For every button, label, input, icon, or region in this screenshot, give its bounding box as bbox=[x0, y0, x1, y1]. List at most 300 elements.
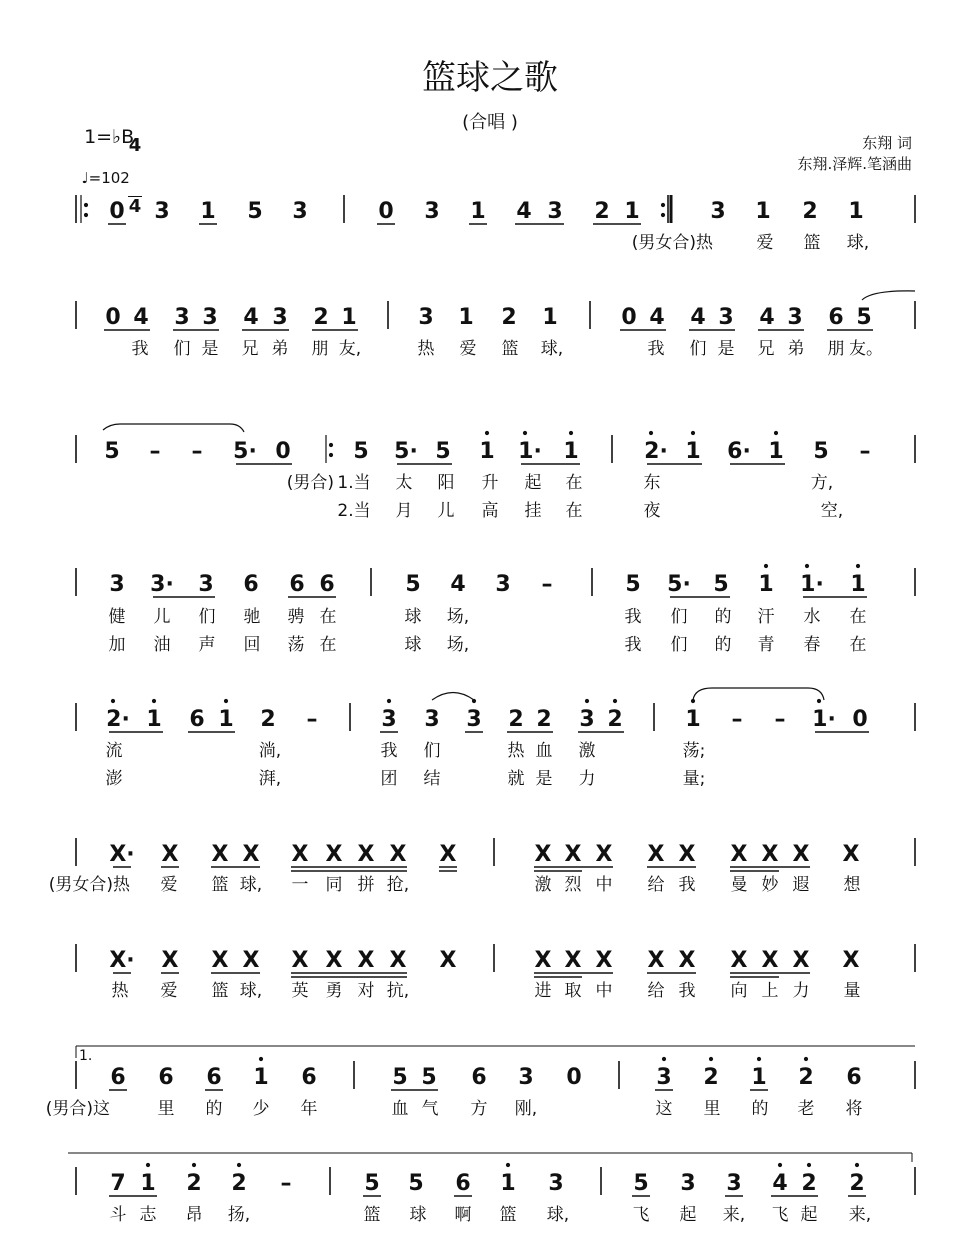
jianpu-note: – bbox=[541, 572, 553, 597]
lyric: 荡; bbox=[682, 741, 706, 761]
jianpu-note: – bbox=[731, 707, 743, 732]
lyric: 是 bbox=[535, 769, 553, 789]
jianpu-note: 0 bbox=[109, 199, 125, 224]
lyric: 驰 bbox=[243, 607, 261, 627]
lyric: 球, bbox=[540, 339, 564, 359]
jianpu-note: 1 bbox=[685, 439, 701, 464]
octave-dot bbox=[192, 1163, 196, 1167]
jianpu-note: 5· bbox=[394, 439, 418, 464]
lyric: 这 bbox=[655, 1099, 673, 1119]
jianpu-note: 4 bbox=[649, 305, 665, 330]
jianpu-note: 3 bbox=[418, 305, 434, 330]
jianpu-note: 6 bbox=[110, 1065, 126, 1090]
lyric: 回 bbox=[243, 635, 261, 655]
jianpu-note: 2 bbox=[508, 707, 524, 732]
lyric: 的 bbox=[751, 1099, 769, 1119]
jianpu-note: 6 bbox=[319, 572, 335, 597]
lyric: 起 bbox=[524, 473, 542, 493]
octave-dot bbox=[649, 431, 653, 435]
tempo-value: =102 bbox=[88, 169, 130, 187]
lyric: 上 bbox=[761, 981, 779, 1001]
jianpu-note: – bbox=[859, 439, 871, 464]
lyric: 们 bbox=[198, 607, 216, 627]
lyric: 荡 bbox=[287, 635, 305, 655]
jianpu-note: 3 bbox=[424, 707, 440, 732]
jianpu-note: 3 bbox=[272, 305, 288, 330]
lyric: 对 bbox=[357, 981, 375, 1001]
jianpu-note: X bbox=[389, 842, 407, 867]
jianpu-note: 2 bbox=[260, 707, 276, 732]
lyric: 里 bbox=[157, 1099, 175, 1119]
jianpu-note: 5 bbox=[247, 199, 263, 224]
jianpu-note: 3 bbox=[518, 1065, 534, 1090]
lyric: 友, bbox=[338, 339, 362, 359]
lyric: 湃, bbox=[258, 769, 282, 789]
jianpu-note: 4 bbox=[133, 305, 149, 330]
jianpu-note: 6 bbox=[189, 707, 205, 732]
jianpu-note: 5 bbox=[421, 1065, 437, 1090]
lyric: 阳 bbox=[437, 473, 455, 493]
jianpu-note: 3 bbox=[381, 707, 397, 732]
lyric: 飞 bbox=[632, 1205, 650, 1225]
jianpu-note: 4 bbox=[243, 305, 259, 330]
lyric: 兄 bbox=[757, 339, 775, 359]
lyric: 老 bbox=[797, 1099, 815, 1119]
jianpu-note: 1· bbox=[800, 572, 824, 597]
jianpu-note: X bbox=[357, 948, 375, 973]
jianpu-note: 3 bbox=[680, 1171, 696, 1196]
octave-dot bbox=[817, 699, 821, 703]
lyric: 在 bbox=[849, 635, 867, 655]
lyric: 月 bbox=[395, 501, 413, 521]
lyric: 力 bbox=[792, 981, 810, 1001]
jianpu-note: 2 bbox=[849, 1171, 865, 1196]
jianpu-note: 1 bbox=[563, 439, 579, 464]
jianpu-note: X bbox=[792, 842, 810, 867]
jianpu-note: X bbox=[291, 948, 309, 973]
lyric: 春 bbox=[803, 635, 821, 655]
octave-dot bbox=[774, 431, 778, 435]
lyric: 1.当 bbox=[337, 473, 371, 493]
lyric: 给 bbox=[647, 875, 665, 895]
lyric: 球, bbox=[546, 1205, 570, 1225]
jianpu-note: 1· bbox=[812, 707, 836, 732]
lyric: 我 bbox=[131, 339, 149, 359]
lyric: 爱 bbox=[160, 981, 178, 1001]
lyric: 们 bbox=[689, 339, 707, 359]
lyric: 妙 bbox=[761, 875, 779, 895]
tie-curve bbox=[103, 424, 244, 432]
octave-dot bbox=[691, 431, 695, 435]
jianpu-note: 5 bbox=[633, 1171, 649, 1196]
lyric: 篮 bbox=[501, 339, 519, 359]
jianpu-note: 6 bbox=[471, 1065, 487, 1090]
lyric: 血 bbox=[535, 741, 553, 761]
lyric: 的 bbox=[205, 1099, 223, 1119]
jianpu-note: 6 bbox=[158, 1065, 174, 1090]
jianpu-note: 3 bbox=[710, 199, 726, 224]
lyric: 淌, bbox=[258, 741, 282, 761]
lyric: 球, bbox=[239, 981, 263, 1001]
quarter-note-icon: ♩ bbox=[81, 169, 89, 187]
lyric: 澎 bbox=[105, 769, 123, 789]
lyric: 在 bbox=[319, 635, 337, 655]
lyric: 我 bbox=[624, 607, 642, 627]
lyric: 起 bbox=[679, 1205, 697, 1225]
jianpu-note: X bbox=[564, 948, 582, 973]
jianpu-note: 3 bbox=[547, 199, 563, 224]
lyric: 结 bbox=[423, 769, 441, 789]
lyric: 场, bbox=[446, 607, 470, 627]
lyric: 球 bbox=[409, 1205, 427, 1225]
lyric: 一 bbox=[291, 875, 309, 895]
lyric: 夜 bbox=[643, 501, 661, 521]
lyricist-credit: 东翔 词 bbox=[862, 134, 912, 152]
jianpu-note: 3 bbox=[579, 707, 595, 732]
lyric: 血 bbox=[391, 1099, 409, 1119]
lyric: 健 bbox=[108, 607, 126, 627]
lyric: 在 bbox=[565, 501, 583, 521]
jianpu-note: 1 bbox=[458, 305, 474, 330]
jianpu-note: 2· bbox=[106, 707, 130, 732]
octave-dot bbox=[506, 1163, 510, 1167]
jianpu-note: X bbox=[842, 842, 860, 867]
jianpu-note: 6 bbox=[846, 1065, 862, 1090]
lyric: 拼 bbox=[357, 875, 375, 895]
lyric: 斗 bbox=[109, 1205, 127, 1225]
jianpu-note: X bbox=[842, 948, 860, 973]
jianpu-note: X bbox=[534, 842, 552, 867]
tie-curve bbox=[862, 291, 915, 300]
lyric: 爱 bbox=[459, 339, 477, 359]
lyric: 向 bbox=[730, 981, 748, 1001]
octave-dot bbox=[856, 564, 860, 568]
lyric: 们 bbox=[670, 607, 688, 627]
jianpu-note: X· bbox=[109, 842, 135, 867]
jianpu-note: 1 bbox=[751, 1065, 767, 1090]
lyric: 是 bbox=[717, 339, 735, 359]
jianpu-note: 1 bbox=[253, 1065, 269, 1090]
lyric: 我 bbox=[678, 875, 696, 895]
lyric: 球 bbox=[404, 635, 422, 655]
lyric: 球, bbox=[846, 233, 870, 253]
jianpu-note: X bbox=[678, 948, 696, 973]
lyric: 们 bbox=[423, 741, 441, 761]
lyric: 量; bbox=[682, 769, 706, 789]
jianpu-note: X bbox=[439, 842, 457, 867]
key-text: 1=♭B bbox=[84, 126, 135, 148]
jianpu-note: 5 bbox=[625, 572, 641, 597]
jianpu-note: X bbox=[647, 842, 665, 867]
jianpu-note: 0 bbox=[621, 305, 637, 330]
jianpu-note: X bbox=[761, 842, 779, 867]
lyric: 遐 bbox=[792, 875, 810, 895]
jianpu-note: 1 bbox=[146, 707, 162, 732]
jianpu-note: X bbox=[678, 842, 696, 867]
jianpu-note: X bbox=[242, 948, 260, 973]
lyric: 篮 bbox=[363, 1205, 381, 1225]
jianpu-note: 1 bbox=[542, 305, 558, 330]
lyric: 英 bbox=[291, 981, 309, 1001]
jianpu-note: 1· bbox=[518, 439, 542, 464]
lyric: 篮 bbox=[211, 981, 229, 1001]
octave-dot bbox=[805, 564, 809, 568]
octave-dot bbox=[111, 699, 115, 703]
jianpu-note: 2· bbox=[644, 439, 668, 464]
jianpu-note: 4 bbox=[516, 199, 532, 224]
lyric: 油 bbox=[153, 635, 171, 655]
jianpu-note: X bbox=[647, 948, 665, 973]
jianpu-note: 3 bbox=[656, 1065, 672, 1090]
jianpu-note: 2 bbox=[802, 199, 818, 224]
jianpu-note: – bbox=[306, 707, 318, 732]
lyric: 方 bbox=[470, 1099, 488, 1119]
lyric: 骋 bbox=[287, 607, 305, 627]
jianpu-note: 5 bbox=[405, 572, 421, 597]
jianpu-note: X· bbox=[109, 948, 135, 973]
octave-dot bbox=[804, 1057, 808, 1061]
octave-dot bbox=[613, 699, 617, 703]
lyric: 的 bbox=[714, 607, 732, 627]
jianpu-note: X bbox=[595, 948, 613, 973]
jianpu-note: 1 bbox=[200, 199, 216, 224]
lyric: 进 bbox=[534, 981, 552, 1001]
lyric: 水 bbox=[803, 607, 821, 627]
jianpu-note: 3 bbox=[292, 199, 308, 224]
lyric: 将 bbox=[845, 1099, 863, 1119]
jianpu-note: 3 bbox=[174, 305, 190, 330]
lyric: 就 bbox=[507, 769, 525, 789]
jianpu-note: 4 bbox=[450, 572, 466, 597]
lyric: 弟 bbox=[787, 339, 805, 359]
octave-dot bbox=[855, 1163, 859, 1167]
lyric: 挂 bbox=[524, 501, 542, 521]
lyric: 的 bbox=[714, 635, 732, 655]
lyric: 东 bbox=[643, 473, 661, 493]
lyric: 起 bbox=[800, 1205, 818, 1225]
time-bottom: 4 bbox=[128, 196, 142, 217]
lyric: 激 bbox=[578, 741, 596, 761]
jianpu-note: 1 bbox=[470, 199, 486, 224]
lyric: (男女合)热 bbox=[48, 875, 130, 895]
lyric: 球 bbox=[404, 607, 422, 627]
slur-curve bbox=[432, 693, 474, 701]
jianpu-note: 1 bbox=[479, 439, 495, 464]
jianpu-note: 5· bbox=[667, 572, 691, 597]
lyric: 们 bbox=[670, 635, 688, 655]
lyric: 篮 bbox=[499, 1205, 517, 1225]
lyric: 我 bbox=[380, 741, 398, 761]
composer-credit: 东翔.泽辉.笔涵曲 bbox=[797, 155, 912, 173]
jianpu-note: 2 bbox=[703, 1065, 719, 1090]
jianpu-note: 6 bbox=[289, 572, 305, 597]
lyric: 弟 bbox=[271, 339, 289, 359]
jianpu-note: 2 bbox=[801, 1171, 817, 1196]
lyric: 兄 bbox=[241, 339, 259, 359]
jianpu-note: – bbox=[149, 439, 161, 464]
lyric: 高 bbox=[481, 501, 499, 521]
lyric: 方, bbox=[810, 473, 834, 493]
jianpu-note: 5 bbox=[856, 305, 872, 330]
jianpu-note: 3 bbox=[198, 572, 214, 597]
jianpu-note: 1 bbox=[140, 1171, 156, 1196]
jianpu-note: 0 bbox=[275, 439, 291, 464]
lyric: 志 bbox=[139, 1205, 157, 1225]
lyric: 给 bbox=[647, 981, 665, 1001]
lyric: 球, bbox=[239, 875, 263, 895]
lyric: 朋 bbox=[311, 339, 329, 359]
jianpu-note: X bbox=[161, 948, 179, 973]
lyric: 想 bbox=[843, 875, 861, 895]
jianpu-note: 5 bbox=[353, 439, 369, 464]
jianpu-note: 1 bbox=[624, 199, 640, 224]
lyric: 朋 bbox=[827, 339, 845, 359]
lyric: 热 bbox=[111, 981, 129, 1001]
jianpu-note: 1 bbox=[768, 439, 784, 464]
jianpu-note: 3 bbox=[109, 572, 125, 597]
jianpu-note: 6· bbox=[727, 439, 751, 464]
jianpu-note: 1 bbox=[850, 572, 866, 597]
lyric: 加 bbox=[108, 635, 126, 655]
jianpu-note: 4 bbox=[772, 1171, 788, 1196]
lyric: 里 bbox=[703, 1099, 721, 1119]
jianpu-note: 5 bbox=[713, 572, 729, 597]
octave-dot bbox=[662, 1057, 666, 1061]
lyric: 爱 bbox=[160, 875, 178, 895]
lyric: 汗 bbox=[757, 607, 775, 627]
lyric: 们 bbox=[173, 339, 191, 359]
jianpu-note: 6 bbox=[206, 1065, 222, 1090]
jianpu-note: 5 bbox=[408, 1171, 424, 1196]
jianpu-note: X bbox=[291, 842, 309, 867]
jianpu-note: 2 bbox=[313, 305, 329, 330]
lyric: 儿 bbox=[437, 501, 455, 521]
octave-dot bbox=[485, 431, 489, 435]
lyric: 取 bbox=[564, 981, 582, 1001]
jianpu-note: 2 bbox=[798, 1065, 814, 1090]
lyric: 声 bbox=[198, 635, 216, 655]
lyric: 勇 bbox=[325, 981, 343, 1001]
lyric: 中 bbox=[595, 875, 613, 895]
lyric: 空, bbox=[820, 501, 844, 521]
jianpu-note: 1 bbox=[848, 199, 864, 224]
lyric: 团 bbox=[380, 769, 398, 789]
song-title: 篮球之歌 bbox=[422, 58, 558, 98]
lyric: 篮 bbox=[803, 233, 821, 253]
repeat-dot bbox=[84, 213, 88, 217]
lyric: 流 bbox=[105, 741, 123, 761]
jianpu-note: X bbox=[161, 842, 179, 867]
lyric: 场, bbox=[446, 635, 470, 655]
lyric: 青 bbox=[757, 635, 775, 655]
lyric: 抢, bbox=[386, 875, 410, 895]
jianpu-note: – bbox=[191, 439, 203, 464]
jianpu-note: 5 bbox=[813, 439, 829, 464]
jianpu-note: 1 bbox=[758, 572, 774, 597]
jianpu-note: 1 bbox=[341, 305, 357, 330]
jianpu-note: 5 bbox=[392, 1065, 408, 1090]
jianpu-note: X bbox=[792, 948, 810, 973]
lyric: 热 bbox=[417, 339, 435, 359]
jianpu-note: X bbox=[730, 948, 748, 973]
jianpu-note: 2 bbox=[607, 707, 623, 732]
jianpu-note: X bbox=[325, 842, 343, 867]
jianpu-note: 2 bbox=[536, 707, 552, 732]
jianpu-note: 2 bbox=[594, 199, 610, 224]
jianpu-note: 6 bbox=[243, 572, 259, 597]
jianpu-note: 3 bbox=[718, 305, 734, 330]
octave-dot bbox=[764, 564, 768, 568]
lyric: 啊 bbox=[454, 1205, 472, 1225]
jianpu-note: 5 bbox=[364, 1171, 380, 1196]
lyric: 飞 bbox=[771, 1205, 789, 1225]
lyric: 来, bbox=[848, 1205, 872, 1225]
lyric: 力 bbox=[578, 769, 596, 789]
jianpu-note: 6 bbox=[301, 1065, 317, 1090]
octave-dot bbox=[146, 1163, 150, 1167]
lyric: 少 bbox=[252, 1099, 270, 1119]
octave-dot bbox=[237, 1163, 241, 1167]
octave-dot bbox=[709, 1057, 713, 1061]
lyric: 我 bbox=[647, 339, 665, 359]
lyric: (男合)这 bbox=[45, 1099, 110, 1119]
jianpu-note: 0 bbox=[852, 707, 868, 732]
lyric: 升 bbox=[481, 473, 499, 493]
lyric: 太 bbox=[395, 473, 413, 493]
jianpu-note: X bbox=[357, 842, 375, 867]
lyric: 我 bbox=[624, 635, 642, 655]
lyric: 曼 bbox=[730, 875, 748, 895]
octave-dot bbox=[807, 1163, 811, 1167]
jianpu-note: 1 bbox=[218, 707, 234, 732]
octave-dot bbox=[259, 1057, 263, 1061]
jianpu-note: X bbox=[439, 948, 457, 973]
lyric: 激 bbox=[534, 875, 552, 895]
jianpu-note: 3 bbox=[787, 305, 803, 330]
lyric: 刚, bbox=[514, 1099, 538, 1119]
octave-dot bbox=[387, 699, 391, 703]
octave-dot bbox=[757, 1057, 761, 1061]
jianpu-note: 1 bbox=[685, 707, 701, 732]
jianpu-note: X bbox=[389, 948, 407, 973]
lyric: 来, bbox=[722, 1205, 746, 1225]
jianpu-note: 5 bbox=[104, 439, 120, 464]
lyric: 篮 bbox=[211, 875, 229, 895]
lyric: 儿 bbox=[153, 607, 171, 627]
lyric: 友。 bbox=[849, 339, 883, 359]
octave-dot bbox=[569, 431, 573, 435]
repeat-dot bbox=[329, 443, 333, 447]
jianpu-note: X bbox=[211, 948, 229, 973]
jianpu-note: – bbox=[774, 707, 786, 732]
jianpu-note: 3 bbox=[154, 199, 170, 224]
jianpu-note: 0 bbox=[378, 199, 394, 224]
song-subtitle: (合唱 ) bbox=[462, 112, 518, 133]
jianpu-note: 5· bbox=[233, 439, 257, 464]
jianpu-note: X bbox=[242, 842, 260, 867]
jianpu-note: X bbox=[595, 842, 613, 867]
jianpu-note: 3· bbox=[150, 572, 174, 597]
lyric: 是 bbox=[201, 339, 219, 359]
lyric: 在 bbox=[565, 473, 583, 493]
jianpu-note: 5 bbox=[435, 439, 451, 464]
octave-dot bbox=[152, 699, 156, 703]
jianpu-note: 3 bbox=[726, 1171, 742, 1196]
jianpu-note: 3 bbox=[466, 707, 482, 732]
jianpu-note: X bbox=[761, 948, 779, 973]
lyric: 烈 bbox=[564, 875, 582, 895]
jianpu-note: 3 bbox=[495, 572, 511, 597]
